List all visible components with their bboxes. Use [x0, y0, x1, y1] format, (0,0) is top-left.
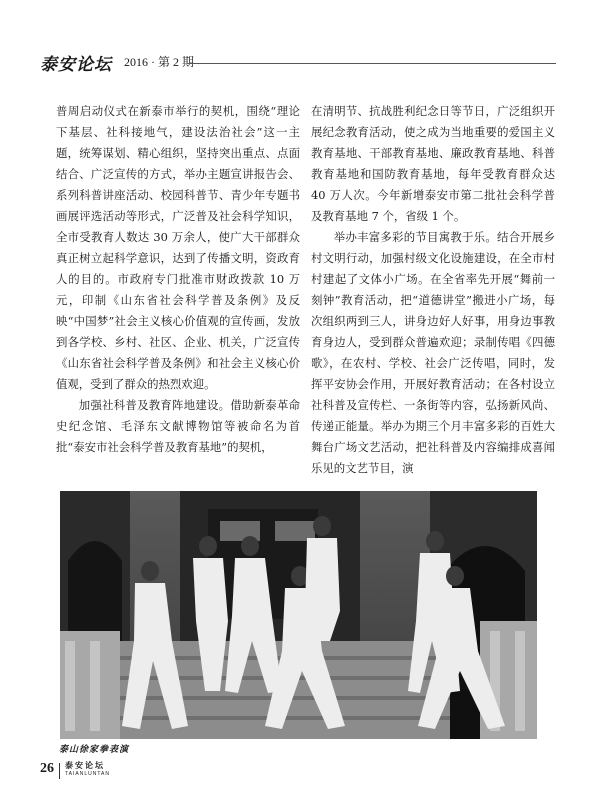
- article-left-column: [56, 101, 300, 458]
- footer-divider: [59, 763, 60, 779]
- page-number: 26: [40, 761, 54, 776]
- paragraph: 加强社科普及教育阵地建设。借助新泰革命史纪念馆、毛泽东文献博物馆等被命名为首批“泰安市社会科学普及教育基地”的契机，: [56, 398, 300, 454]
- journal-masthead: 泰安论坛: [40, 55, 112, 75]
- article-right-column: [311, 101, 555, 479]
- footer-journal-pinyin: TAIANLUNTAN: [65, 771, 110, 777]
- paragraph: 普周启动仪式在新泰市举行的契机，围绕“理论下基层、社科接地气，建设法治社会”这一主题，统筹谋划、精心组织，坚持突出重点、点面结合、广泛宣传的方式，举办主题宣讲报告会、系列科普讲座活动、校园科普节、青少年专题书画展评选活动等形式，广泛普及社会科学知识，全市受教育人数达 30 万余人，使广大干部群众真正树立起科学意识，达到了传播文明，资政育人的目的。市政府专门批准市财政拨款 10 万元，印制《山东省社会科学普及条例》及反映“中国梦”社会主义核心价值观的宣传画，发放到各学校、乡村、社区、企业、机关，广泛宣传《山东省社会科学普及条例》和社会主义核心价值观，受到了群众的热烈欢迎。: [56, 104, 300, 391]
- paragraph: 在清明节、抗战胜利纪念日等节日，广泛组织开展纪念教育活动，使之成为当地重要的爱国主义教育基地、干部教育基地、廉政教育基地、科普教育基地和国防教育基地，每年受教育群众达 40 万人次。今年新增泰安市第二批社会科学普及教育基地 7 个，省级 1 个。: [311, 104, 555, 223]
- issue-label: 2016 · 第 2 期: [124, 55, 194, 69]
- photo-caption: 泰山徐家拳表演: [59, 745, 130, 755]
- page-footer: [40, 761, 240, 787]
- footer-journal-title: 泰安论坛: [65, 760, 105, 770]
- paragraph: 举办丰富多彩的节目寓教于乐。结合开展乡村文明行动，加强村级文化设施建设，在全市村村建起了文体小广场。在全省率先开展“舞前一刻钟”教育活动，把“道德讲堂”搬进小广场，每次组织两到三人，讲身边好人好事，用身边事教育身边人，受到群众普遍欢迎；录制传唱《四德歌》，在农村、学校、社会广泛传唱，同时，发挥平安协会作用，开展好教育活动；在各村设立社科普及宣传栏、一条街等内容，弘扬新风尚、传递正能量。举办为期三个月丰富多彩的百姓大舞台广场文艺活动，把社科普及内容编排成喜闻乐见的文艺节目，演: [311, 230, 555, 475]
- group-photo-image: [60, 491, 537, 739]
- header-divider: [190, 63, 556, 64]
- page-header: [40, 50, 556, 76]
